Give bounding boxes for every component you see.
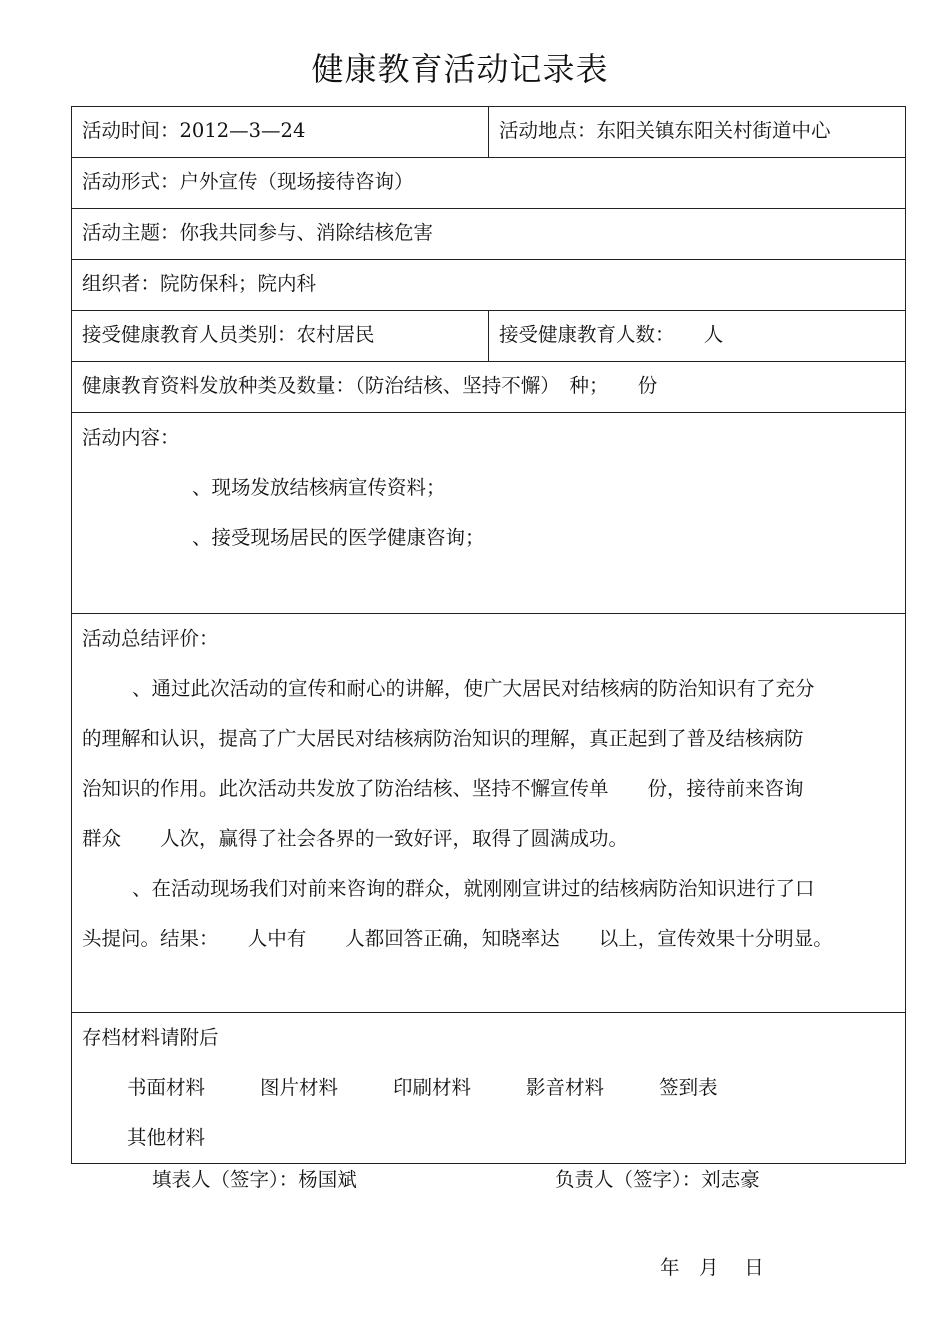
row-organizer — [72, 260, 905, 311]
archive-items-2 — [82, 1113, 895, 1163]
content-cell — [72, 413, 905, 571]
date-line: 年 月 日 — [660, 1256, 764, 1279]
row-archive — [72, 1013, 905, 1163]
activity-time: 活动时间：2012—3—24 — [72, 107, 489, 157]
filler-signature: 填表人（签字）：杨国斌 — [152, 1168, 357, 1191]
summary-line: 、在活动现场我们对前来咨询的群众，就刚刚宣讲过的结核病防治知识进行了口 — [132, 877, 815, 900]
responsible-signature: 负责人（签字）：刘志豪 — [555, 1168, 760, 1191]
summary-line: 的理解和认识，提高了广大居民对结核病防治知识的理解，真正起到了普及结核病防 — [82, 727, 804, 750]
materials-distributed: 健康教育资料发放种类及数量：（防治结核、坚持不懈） 种； 份 — [82, 374, 658, 397]
archive-cell — [72, 1013, 905, 1171]
summary-line: 治知识的作用。此次活动共发放了防治结核、坚持不懈宣传单 份，接待前来咨询 — [82, 777, 804, 800]
activity-form: 活动形式：户外宣传（现场接待咨询） — [82, 170, 414, 193]
page-title: 健康教育活动记录表 — [311, 50, 609, 88]
activity-place: 活动地点：东阳关镇东阳关村街道中心 — [499, 119, 831, 142]
content-item: 、现场发放结核病宣传资料； — [192, 476, 446, 499]
summary-line: 、通过此次活动的宣传和耐心的讲解，使广大居民对结核病的防治知识有了充分 — [132, 677, 815, 700]
archive-item: 图片材料 — [260, 1076, 339, 1099]
archive-heading: 存档材料请附后 — [82, 1026, 219, 1049]
row-materials — [72, 362, 905, 413]
row-summary — [72, 614, 905, 1013]
audience-type: 接受健康教育人员类别：农村居民 — [72, 311, 489, 361]
archive-item: 签到表 — [659, 1076, 718, 1099]
activity-theme: 活动主题：你我共同参与、消除结核危害 — [82, 221, 434, 244]
content-heading: 活动内容： — [82, 426, 180, 449]
summary-line: 头提问。结果： 人中有 人都回答正确，知晓率达 以上，宣传效果十分明显。 — [82, 927, 833, 950]
archive-item: 书面材料 — [127, 1076, 206, 1099]
audience-count: 接受健康教育人数： 人 — [499, 323, 724, 346]
archive-items — [82, 1063, 895, 1113]
archive-item: 影音材料 — [526, 1076, 605, 1099]
row-content — [72, 413, 905, 614]
content-item: 、接受现场居民的医学健康咨询； — [192, 526, 485, 549]
row-form — [72, 158, 905, 209]
row-time-place — [72, 107, 905, 158]
row-theme — [72, 209, 905, 260]
record-table — [71, 106, 906, 1164]
summary-heading: 活动总结评价： — [82, 627, 219, 650]
summary-line: 群众 人次，赢得了社会各界的一致好评，取得了圆满成功。 — [82, 827, 629, 850]
row-audience — [72, 311, 905, 362]
summary-cell — [72, 614, 905, 972]
archive-item: 其他材料 — [127, 1126, 206, 1149]
organizer: 组织者：院防保科；院内科 — [82, 272, 317, 295]
archive-item: 印刷材料 — [393, 1076, 472, 1099]
